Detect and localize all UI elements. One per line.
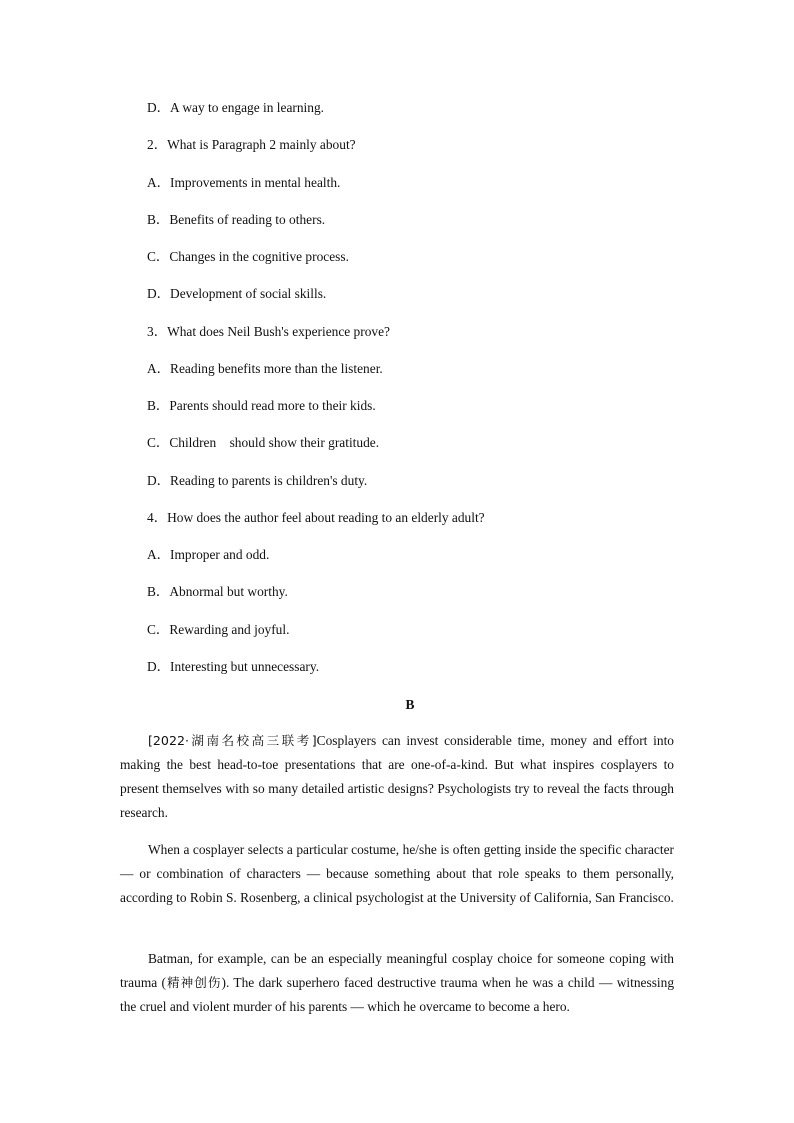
option-3-b: B．Parents should read more to their kids. — [147, 398, 376, 413]
option-3-d: D．Reading to parents is children's duty. — [147, 473, 368, 488]
question-2: 2．What is Paragraph 2 mainly about? — [147, 137, 356, 152]
option-2-c: C．Changes in the cognitive process. — [147, 249, 349, 264]
source-tag: [2022·湖南名校高三联考] — [148, 733, 317, 748]
question-3: 3．What does Neil Bush's experience prove? — [147, 324, 390, 339]
paragraph-1-text: Cosplayers can invest considerable time, money and effort into making the best head-to-toe presentations that are one-of-a-kind. But what inspires cosplayers to present themselves with so many detailed artistic designs? Psychologists try to reveal the facts through research. — [120, 733, 674, 820]
option-4-c: C．Rewarding and joyful. — [147, 622, 290, 637]
passage-paragraph-3 — [120, 947, 674, 1019]
option-4-b: B．Abnormal but worthy. — [147, 584, 288, 599]
option-4-a: A．Improper and odd. — [147, 547, 270, 562]
option-3-c: C．Children should show their gratitude. — [147, 435, 380, 450]
chinese-gloss: 精神创伤 — [166, 975, 222, 990]
option-2-b: B．Benefits of reading to others. — [147, 212, 326, 227]
passage-paragraph-1 — [120, 729, 674, 825]
option-4-d: D．Interesting but unnecessary. — [147, 659, 320, 674]
section-heading: B — [405, 697, 415, 712]
question-4: 4．How does the author feel about reading to an elderly adult? — [147, 510, 485, 525]
option-2-a: A．Improvements in mental health. — [147, 175, 341, 190]
option-1-d: D．A way to engage in learning. — [147, 100, 325, 115]
paragraph-3-end: ). The dark superhero faced destructive trauma when he was a child — witnessing the cruel and violent murder of his parents — which he overcame to become a hero. — [120, 975, 675, 1014]
passage-paragraph-2: When a cosplayer selects a particular costume, he/she is often getting inside the specific character — or combination of characters — because something about that role speaks to them personally, according to Robin S. Rosenberg, a clinical psychologist at the University of California, San Francisco. — [120, 842, 674, 905]
option-2-d: D．Development of social skills. — [147, 286, 327, 301]
option-3-a: A．Reading benefits more than the listener. — [147, 361, 383, 376]
paragraph-3-start: Batman, for example, can be an especially meaningful cosplay choice for someone coping with trauma ( — [120, 951, 674, 990]
